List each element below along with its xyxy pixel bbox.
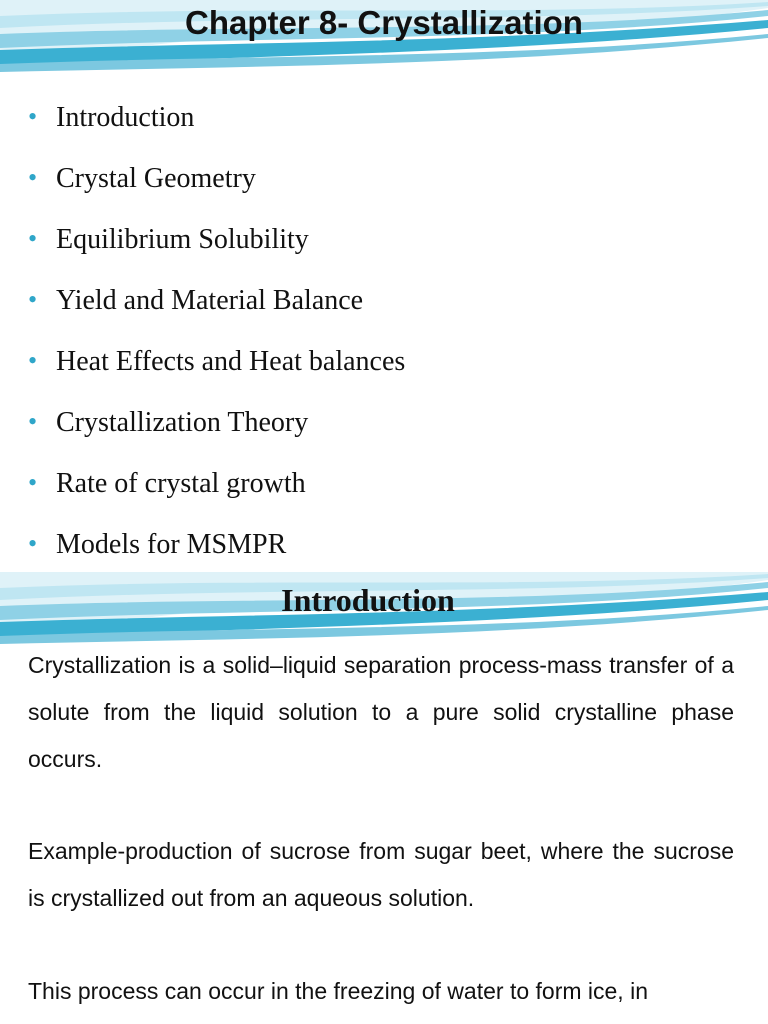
list-item: • Rate of crystal growth bbox=[28, 464, 405, 525]
bullet-icon: • bbox=[28, 163, 38, 192]
list-item: • Models for MSMPR bbox=[28, 525, 405, 572]
topic-list bbox=[28, 98, 405, 572]
list-item: • Crystal Geometry bbox=[28, 159, 405, 220]
bullet-icon: • bbox=[28, 224, 38, 253]
slide-title: Introduction bbox=[281, 582, 455, 618]
bullet-icon: • bbox=[28, 407, 38, 436]
bullet-icon: • bbox=[28, 468, 38, 497]
slide-title: Chapter 8- Crystallization bbox=[185, 4, 583, 41]
paragraph: Crystallization is a solid–liquid separation process-mass transfer of a solute from the liquid solution to a pure solid crystalline phase occurs. bbox=[28, 652, 734, 772]
bullet-icon: • bbox=[28, 102, 38, 131]
list-item: • Crystallization Theory bbox=[28, 403, 405, 464]
list-item: • Equilibrium Solubility bbox=[28, 220, 405, 281]
bullet-icon: • bbox=[28, 529, 38, 558]
bullet-icon: • bbox=[28, 346, 38, 375]
list-item: • Introduction bbox=[28, 98, 405, 159]
paragraph: This process can occur in the freezing of water to form ice, in bbox=[28, 978, 648, 1004]
paragraph: Example-production of sucrose from sugar beet, where the sucrose is crystallized out from an aqueous solution. bbox=[28, 838, 734, 911]
slide-2 bbox=[0, 572, 768, 1024]
list-item: • Yield and Material Balance bbox=[28, 281, 405, 342]
bullet-icon: • bbox=[28, 285, 38, 314]
list-item: • Heat Effects and Heat balances bbox=[28, 342, 405, 403]
